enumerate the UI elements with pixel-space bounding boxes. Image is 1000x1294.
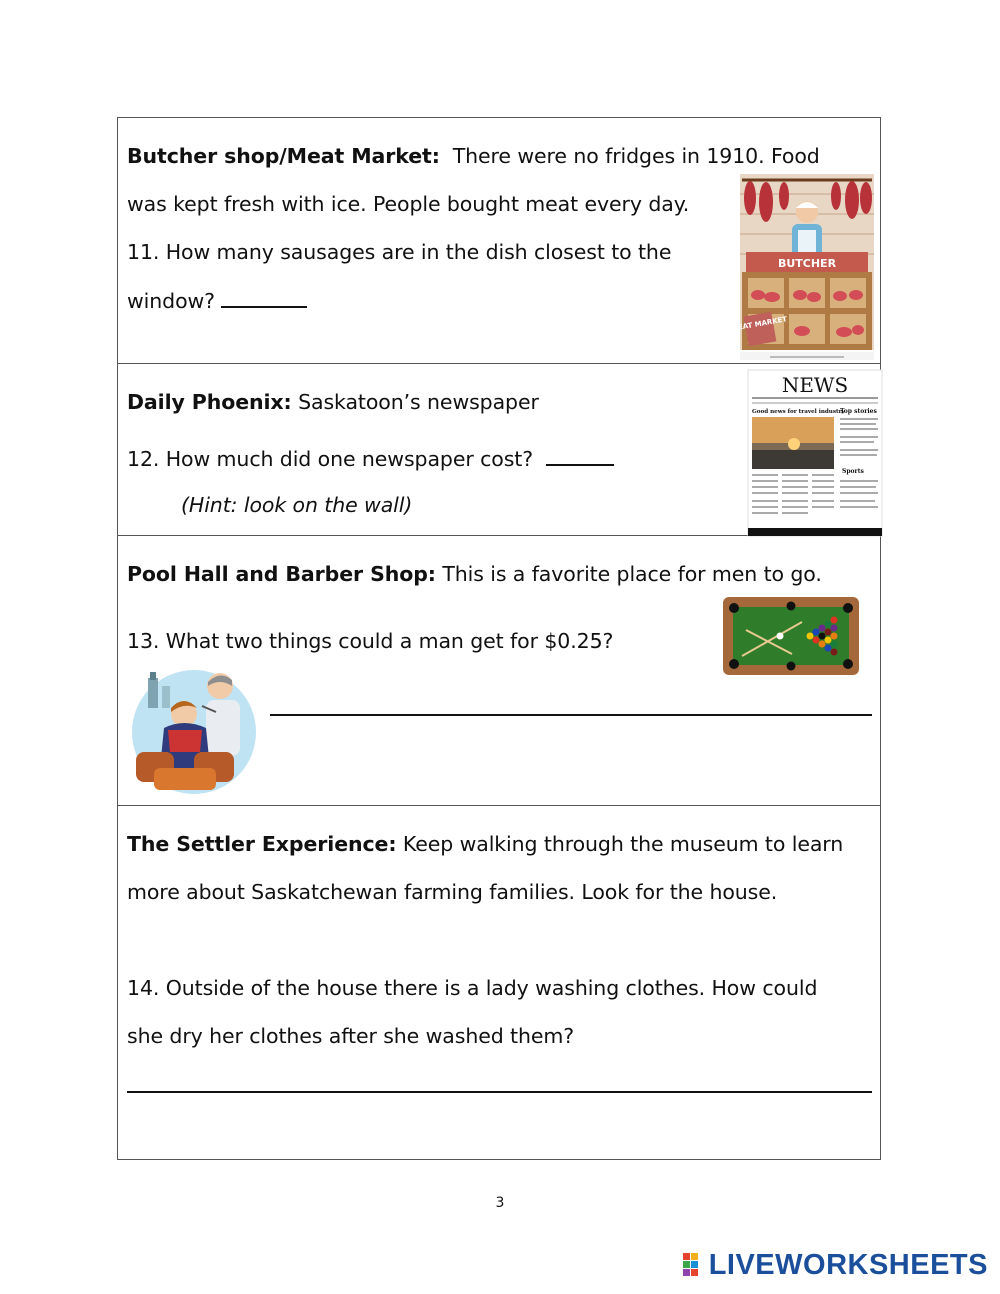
liveworksheets-icon xyxy=(683,1253,707,1277)
settler-text: Keep walking through the museum to learn xyxy=(402,832,844,856)
settler-section xyxy=(118,806,880,1159)
news-headline: Good news for travel industry xyxy=(752,409,845,415)
question-13: 13. What two things could a man get for $0.25? xyxy=(127,629,614,653)
settler-heading: The Settler Experience: xyxy=(127,832,397,856)
answer-14-line[interactable] xyxy=(127,1091,872,1093)
phoenix-section xyxy=(118,364,880,536)
pool-heading: Pool Hall and Barber Shop: xyxy=(127,562,436,586)
news-sports-title: Sports xyxy=(842,468,864,475)
butcher-text: There were no fridges in 1910. Food xyxy=(452,144,820,168)
question-11-line-2 xyxy=(127,288,307,313)
pool-table-illustration xyxy=(722,596,860,676)
phoenix-text: Saskatoon’s newspaper xyxy=(298,390,539,414)
butcher-text-2: was kept fresh with ice. People bought meat every day. xyxy=(127,192,690,216)
question-14: 14. Outside of the house there is a lady washing clothes. How could xyxy=(127,976,818,1000)
butcher-section xyxy=(118,118,880,364)
question-12: 12. How much did one newspaper cost? xyxy=(127,447,534,471)
question-12-line xyxy=(127,446,614,471)
question-11-end: window? xyxy=(127,289,215,313)
answer-11-blank[interactable] xyxy=(221,288,307,308)
answer-12-blank[interactable] xyxy=(546,446,614,466)
news-masthead: NEWS xyxy=(781,373,849,397)
pool-line-1 xyxy=(127,562,822,586)
page-number: 3 xyxy=(495,1195,505,1211)
butcher-sign-label: BUTCHER xyxy=(777,257,837,270)
pool-section xyxy=(118,536,880,806)
pool-text: This is a favorite place for men to go. xyxy=(442,562,822,586)
butcher-line-1 xyxy=(127,144,820,168)
liveworksheets-text: LIVEWORKSHEETS xyxy=(708,1248,988,1281)
question-14-line-2: she dry her clothes after she washed them? xyxy=(127,1024,575,1048)
settler-line-1 xyxy=(127,832,843,856)
settler-text-2: more about Saskatchewan farming families. Look for the house. xyxy=(127,880,778,904)
answer-13-line[interactable] xyxy=(270,714,872,716)
butcher-illustration xyxy=(730,174,874,360)
phoenix-line-1 xyxy=(127,390,539,414)
phoenix-heading: Daily Phoenix: xyxy=(127,390,292,414)
newspaper-illustration xyxy=(748,370,882,536)
butcher-heading: Butcher shop/Meat Market: xyxy=(127,144,440,168)
question-12-hint: (Hint: look on the wall) xyxy=(181,493,413,517)
worksheet-page xyxy=(117,117,881,1160)
question-11: 11. How many sausages are in the dish closest to the xyxy=(127,240,672,264)
meat-market-label: MEAT MARKET xyxy=(730,315,788,333)
barber-illustration xyxy=(128,656,258,796)
liveworksheets-logo[interactable] xyxy=(683,1250,988,1280)
news-side-title: Top stories xyxy=(840,408,877,415)
